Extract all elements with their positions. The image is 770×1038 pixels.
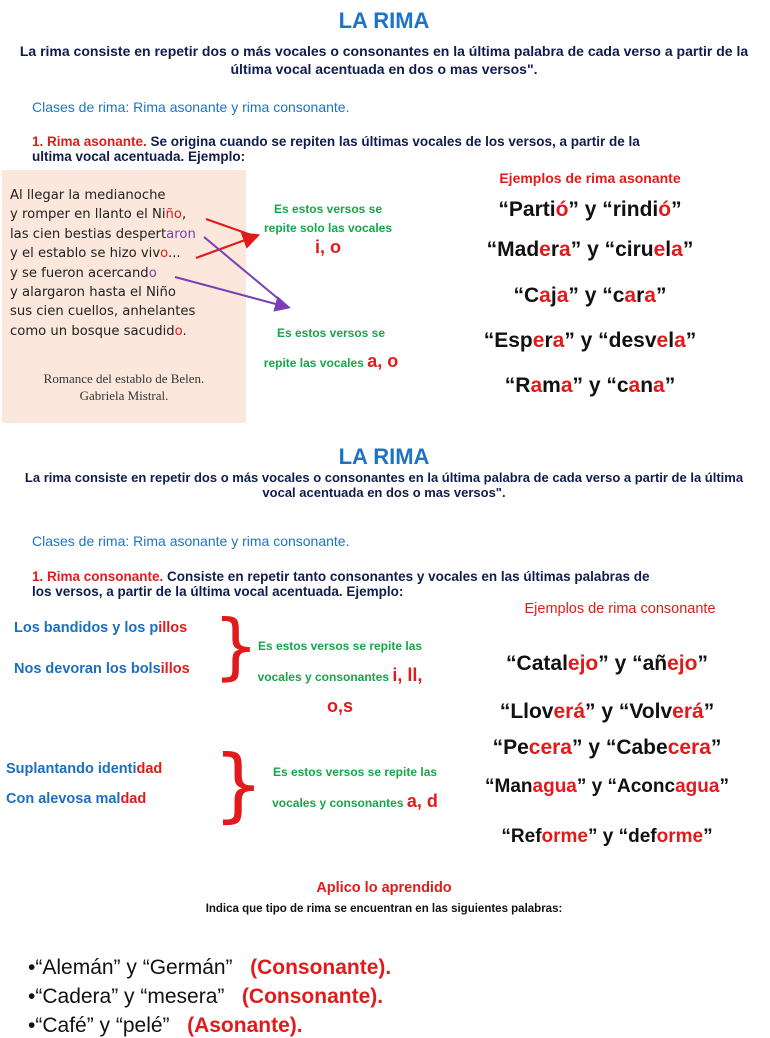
consonante-note-1-letters: i, ll, xyxy=(392,665,423,685)
section2-title: LA RIMA xyxy=(338,444,430,469)
poem-line: y alargaron hasta el Niño xyxy=(10,285,176,301)
verse-line: Nos devoran los bolsillos xyxy=(14,661,190,677)
apply-item xyxy=(28,1014,303,1038)
consonante-note-1-letters-2: o,s xyxy=(326,696,353,716)
consonante-examples-title: Ejemplos de rima consonante xyxy=(524,601,716,617)
apply-item-words: •“Alemán” y “Germán” xyxy=(28,956,233,979)
rima-consonante-text: Consiste en repetir tanto consonantes y vocales en las últimas palabras de xyxy=(163,569,650,584)
asonante-note-2-text-1: Es estos versos se xyxy=(276,326,386,340)
apply-item-answer: (Consonante). xyxy=(241,985,384,1008)
poem-credit-author: Gabriela Mistral. xyxy=(79,388,169,403)
consonante-example: “Catalejo” y “añejo” xyxy=(506,652,708,675)
section1-clases: Clases de rima: Rima asonante y rima consonante. xyxy=(32,99,350,115)
poem-line: sus cien cuellos, anhelantes xyxy=(10,304,196,320)
asonante-examples-title: Ejemplos de rima asonante xyxy=(499,170,681,186)
asonante-example: “Partió” y “rindió” xyxy=(498,198,682,221)
section2-clases: Clases de rima: Rima asonante y rima consonante. xyxy=(32,533,350,549)
consonante-note-1-text-2: vocales y consonantes xyxy=(257,670,390,684)
apply-instruction: Indica que tipo de rima se encuentran en las siguientes palabras: xyxy=(205,903,563,915)
apply-item-words: •“Café” y “pelé” xyxy=(28,1014,170,1037)
section1-title: LA RIMA xyxy=(338,8,430,33)
consonante-example: “Managua” y “Aconcagua” xyxy=(485,776,729,797)
consonante-note-2-text-1: Es estos versos se repite las xyxy=(272,765,438,779)
consonante-note-1 xyxy=(240,632,440,723)
rima-asonante-label: 1. Rima asonante. xyxy=(32,134,147,149)
asonante-note-2-vowels: a, o xyxy=(367,351,399,371)
verse-line: Con alevosa maldad xyxy=(6,791,147,807)
bracket-1: } xyxy=(213,604,259,688)
section2-type-definition xyxy=(32,569,762,599)
apply-item-answer: (Asonante). xyxy=(187,1014,303,1037)
asonante-note-1-vowels: i, o xyxy=(315,237,341,257)
asonante-example: “Rama” y “cana” xyxy=(504,374,676,397)
consonante-note-2 xyxy=(250,758,460,818)
consonante-example: “Pecera” y “Cabecera” xyxy=(492,736,722,759)
apply-title: Aplico lo aprendido xyxy=(316,880,452,896)
consonante-note-1-text-1: Es estos versos se repite las xyxy=(257,639,423,653)
asonante-note-2 xyxy=(246,319,416,377)
poem-line: Al llegar la medianoche xyxy=(10,188,166,203)
poem-line: y se fueron acercando xyxy=(10,265,157,281)
section2-definition: La rima consiste en repetir dos o más vocales o consonantes en la última palabra de cada verso a partir de la última vocal acentuada en dos o mas versos". xyxy=(24,470,744,500)
rima-consonante-label: 1. Rima consonante. xyxy=(32,569,164,584)
consonante-note-2-text-2: vocales y consonantes xyxy=(272,796,404,810)
asonante-note-1 xyxy=(262,200,394,259)
rima-asonante-text-2: ultima vocal acentuada. Ejemplo: xyxy=(32,149,246,164)
poem-line: como un bosque sacudido. xyxy=(10,323,187,339)
rima-asonante-text: Se origina cuando se repiten las últimas vocales de los versos, a partir de la xyxy=(146,134,640,149)
apply-item xyxy=(28,985,383,1009)
asonante-note-2-text-2: repite las vocales xyxy=(263,356,364,370)
arrow-nino xyxy=(206,219,254,236)
verse-line: Los bandidos y los pillos xyxy=(14,620,188,636)
consonante-note-2-letters: a, d xyxy=(406,791,438,811)
verse-line: Suplantando identidad xyxy=(6,761,163,777)
apply-item xyxy=(28,956,391,980)
rima-consonante-text-2: los versos, a partir de la última vocal acentuada. Ejemplo: xyxy=(32,584,404,599)
asonante-example: “Caja” y “cara” xyxy=(513,284,667,307)
poem-line: y romper en llanto el Niño, xyxy=(10,207,187,223)
poem-line: las cien bestias despertaron xyxy=(10,226,196,242)
consonante-example: “Lloverá” y “Volverá” xyxy=(499,700,715,723)
poem-line: y el establo se hizo vivo... xyxy=(10,246,181,262)
section1-definition: La rima consiste en repetir dos o más vocales o consonantes en la última palabra de cada verso a partir de la última vocal acentuada en dos o mas versos". xyxy=(19,43,749,77)
bracket-2: } xyxy=(213,738,264,831)
asonante-example: “Espera” y “desvela” xyxy=(483,329,697,352)
apply-item-words: •“Cadera” y “mesera” xyxy=(28,985,225,1008)
apply-item-answer: (Consonante). xyxy=(250,956,392,979)
asonante-example: “Madera” y “ciruela” xyxy=(486,238,694,261)
poem-credit-title: Romance del establo de Belen. xyxy=(43,371,205,386)
asonante-note-1-text: Es estos versos se repite solo las vocales xyxy=(263,202,393,235)
consonante-example: “Reforme” y “deforme” xyxy=(501,826,713,847)
